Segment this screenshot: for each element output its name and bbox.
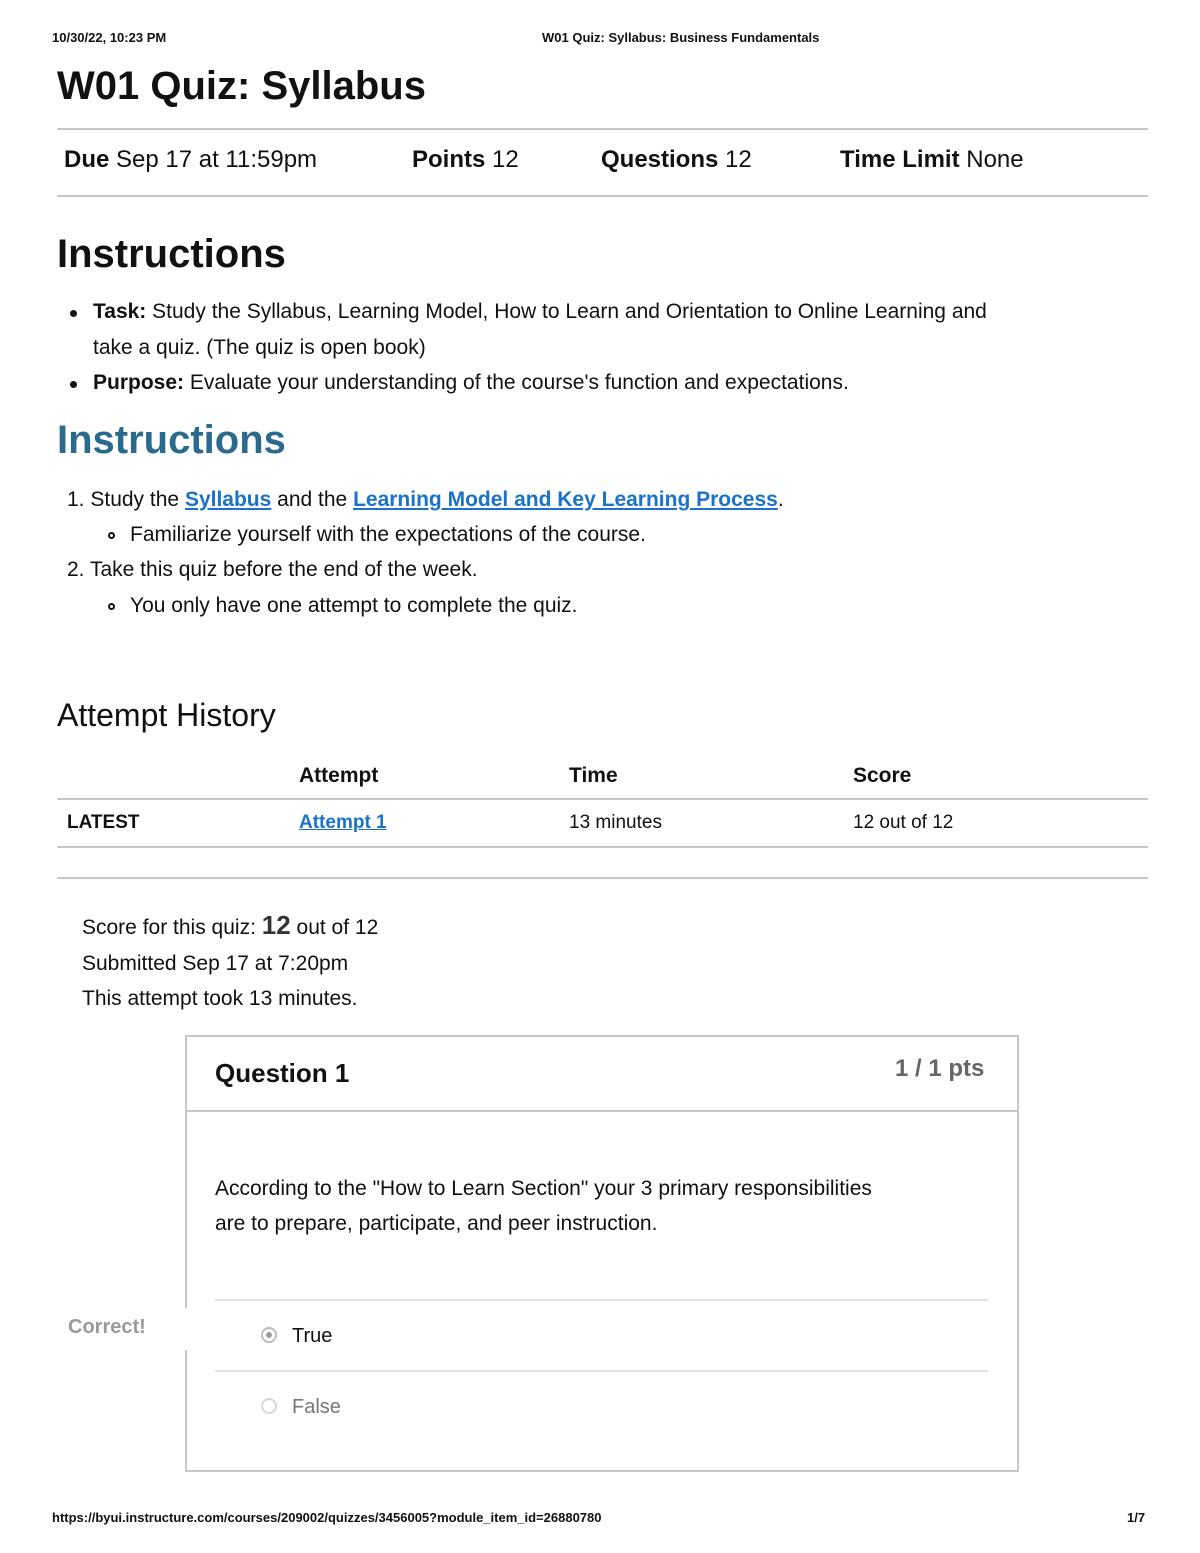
instructions-heading-secondary: Instructions (57, 418, 286, 462)
step-1-sub: Familiarize yourself with the expectations of the course. (130, 523, 646, 546)
print-url: https://byui.instructure.com/courses/209002/quizzes/3456005?module_item_id=26880780 (52, 1510, 602, 1525)
score-value: 12 (261, 910, 291, 940)
col-header-attempt: Attempt (299, 764, 379, 787)
score-out-of: out of 12 (296, 916, 379, 939)
correct-marker-gap (185, 1308, 188, 1350)
correct-label: Correct! (68, 1316, 146, 1338)
questions-value: 12 (725, 146, 752, 173)
attempt-status: LATEST (67, 812, 140, 833)
table-header-divider (57, 798, 1148, 800)
divider (57, 128, 1148, 130)
due-label: Due (64, 146, 110, 173)
print-doc-title: W01 Quiz: Syllabus: Business Fundamentals (542, 30, 820, 45)
sub-bullet-icon (108, 532, 115, 539)
instructions-heading: Instructions (57, 232, 286, 276)
radio-true[interactable] (261, 1327, 277, 1343)
print-page-number: 1/7 (1127, 1510, 1146, 1525)
section-divider (57, 877, 1148, 879)
step-text: Take this quiz before the end of the week. (89, 558, 478, 581)
option-divider (215, 1370, 988, 1372)
due-info (64, 146, 317, 174)
step-text: Study the (90, 488, 180, 511)
bullet-icon (70, 381, 77, 388)
question-points: 1 / 1 pts (895, 1055, 985, 1082)
divider (57, 195, 1148, 197)
purpose-line (93, 371, 849, 395)
attempt-1-link[interactable]: Attempt 1 (299, 812, 387, 833)
due-value: Sep 17 at 11:59pm (116, 146, 318, 173)
task-line (93, 300, 987, 324)
time-limit-value: None (966, 146, 1024, 173)
question-title: Question 1 (215, 1058, 350, 1088)
step-number: 1. (67, 488, 85, 511)
option-false-label: False (292, 1396, 341, 1418)
points-info (412, 146, 519, 174)
bullet-icon (70, 310, 77, 317)
step-text: . (777, 488, 784, 511)
attempt-score: 12 out of 12 (853, 812, 954, 833)
time-limit-info (840, 146, 1024, 174)
points-label: Points (412, 146, 486, 173)
purpose-label: Purpose: (93, 371, 185, 394)
step-number: 2. (67, 558, 85, 581)
step-2 (67, 558, 478, 582)
page-title: W01 Quiz: Syllabus (57, 64, 426, 108)
score-label: Score for this quiz: (82, 916, 256, 939)
table-row-divider (57, 846, 1148, 848)
question-text: According to the "How to Learn Section" your 3 primary responsibilities (215, 1177, 872, 1200)
radio-false[interactable] (261, 1398, 277, 1414)
step-1 (67, 488, 784, 512)
task-label: Task: (93, 300, 147, 323)
learning-model-link[interactable]: Learning Model and Key Learning Process (353, 488, 778, 511)
task-text: Study the Syllabus, Learning Model, How to Learn and Orientation to Online Learning and (152, 300, 987, 323)
task-text-cont: take a quiz. (The quiz is open book) (93, 336, 426, 359)
attempt-time: 13 minutes (569, 812, 662, 833)
time-limit-label: Time Limit (840, 146, 960, 173)
step-2-sub: You only have one attempt to complete the quiz. (130, 594, 578, 617)
questions-info (601, 146, 752, 174)
step-text: and the (277, 488, 348, 511)
option-divider (215, 1299, 988, 1301)
score-line (82, 910, 378, 941)
sub-bullet-icon (108, 603, 115, 610)
print-datetime: 10/30/22, 10:23 PM (52, 30, 167, 45)
duration-line: This attempt took 13 minutes. (82, 987, 358, 1010)
attempt-history-heading: Attempt History (57, 697, 276, 733)
option-true-label: True (292, 1325, 333, 1347)
col-header-time: Time (569, 764, 618, 787)
syllabus-link[interactable]: Syllabus (184, 488, 272, 511)
purpose-text: Evaluate your understanding of the course's function and expectations. (189, 371, 849, 394)
questions-label: Questions (601, 146, 719, 173)
points-value: 12 (492, 146, 519, 173)
question-text-cont: are to prepare, participate, and peer instruction. (215, 1212, 658, 1235)
submitted-line: Submitted Sep 17 at 7:20pm (82, 952, 349, 975)
col-header-score: Score (853, 764, 912, 787)
